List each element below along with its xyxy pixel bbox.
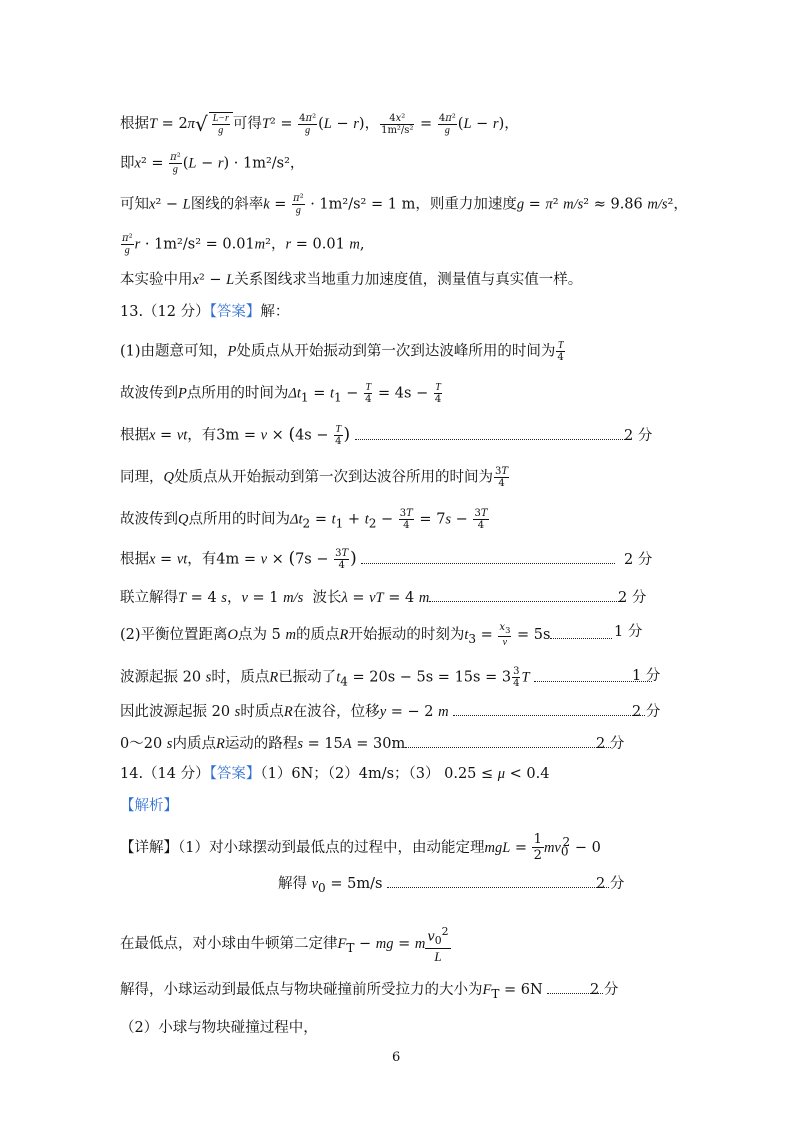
analysis-tag: 【解析】 — [120, 798, 178, 814]
line-path: 0～20 s内质点R运动的路程s = 15A = 30m — [120, 734, 611, 754]
score-mark: 2 分 — [632, 704, 661, 720]
score-mark: 1 分 — [614, 624, 643, 640]
score-mark: 2 分 — [590, 982, 619, 998]
line-eq-2: 根据x = vt，有4m = v × (7s − $\frac{3T}{4}$ ) — [120, 548, 615, 571]
score-mark: 2 分 — [624, 428, 653, 444]
line-formula-period: 根据T = 2π√ $\frac{L-r}{g}$ 可得T² = $\frac{\text{4π²}}{g}$ (L − r)， $\frac{\text{4x²}}{\text{1m²/s²}}$ = $\frac{\text{4π²}}{g}$ (L − r)， — [120, 112, 519, 136]
line-displacement: 因此波源起振 20 s时质点R在波谷，位移y = − 2 m — [120, 702, 645, 722]
line-conclusion: 本实验中用x² − L关系图线求当地重力加速度值，测量值与真实值一样。 — [120, 272, 583, 288]
line-x-squared: 即x² = $\frac{\text{π²}}{g}$ (L − r) · 1m²/s²， — [120, 152, 305, 175]
question-14-header: 14.（14 分）【答案】（1）6N；（2）4m/s；（3） 0.25 ≤ μ < 0.4 — [120, 766, 550, 782]
line-r-value: $\frac{\text{π²}}{g}$ r · 1m²/s² = 0.01m²，r = 0.01 m, — [122, 233, 365, 256]
line-p-peak: (1)由题意可知，P处质点从开始振动到第一次到达波峰所用的时间为 $\frac{T}{4}$ — [120, 340, 564, 363]
line-delta-t1: 故波传到P点所用的时间为$\Delta t_1 = t_1$ − $\frac{T}{4}$ = 4s − $\frac{T}{4}$ — [120, 382, 442, 405]
line-energy-theorem: 【详解】（1）对小球摆动到最低点的过程中，由动能定理mgL = $\frac{1}{2}$ $mv_0^2 - 0$ — [120, 832, 601, 864]
question-13-header: 13.（12 分）【答案】解： — [120, 304, 290, 320]
line-slope: 可知x² − L图线的斜率k = $\frac{\text{π²}}{g}$ · 1m²/s² = 1 m，则重力加速度g = π² m/s² ≈ 9.86 m/s²， — [120, 193, 688, 216]
score-mark: 2 分 — [596, 736, 625, 752]
line-eq-1: 根据x = vt，有3m = v × (4s − $\frac{T}{4}$ ) — [120, 424, 627, 447]
line-t4: 波源起振 20 s时，质点R已振动了$t_4 = 20s - 5s = 15s = 3$ $\frac{3}{4}$ T — [120, 666, 652, 691]
page-number: 6 — [392, 1050, 401, 1065]
line-v0: 解得 $v_0 = 5m/s$ — [278, 874, 609, 898]
score-mark: 1 分 — [632, 668, 661, 684]
line-delta-t2: 故波传到Q点所用的时间为$\Delta t_2 = t_1 + t_2$ − $\frac{3T}{4}$ = 7s − $\frac{3T}{4}$ — [120, 508, 488, 531]
score-mark: 2 分 — [624, 552, 653, 568]
score-mark: 2 分 — [618, 590, 647, 606]
line-t3: (2)平衡位置距离O点为 5 m的质点R开始振动的时刻为$t_3$ = $\frac{x_3}{v}$ = 5s — [120, 622, 612, 649]
line-q-trough: 同理，Q处质点从开始振动到第一次到达波谷所用的时间为 $\frac{3T}{4}$ — [120, 466, 509, 489]
line-tension: 解得，小球运动到最低点与物块碰撞前所受拉力的大小为$F_T = 6N$ — [120, 980, 603, 1004]
score-mark: 2 分 — [596, 876, 625, 892]
line-collision: （2）小球与物块碰撞过程中， — [120, 1020, 318, 1036]
line-solve-t-v: 联立解得T = 4 s，v = 1 m/s 波长λ = vT = 4 m — [120, 588, 619, 608]
line-newton-second-law: 在最低点，对小球由牛顿第二定律$F_T$ − mg = m $\frac{v_0^2}{L}$ — [120, 925, 449, 964]
